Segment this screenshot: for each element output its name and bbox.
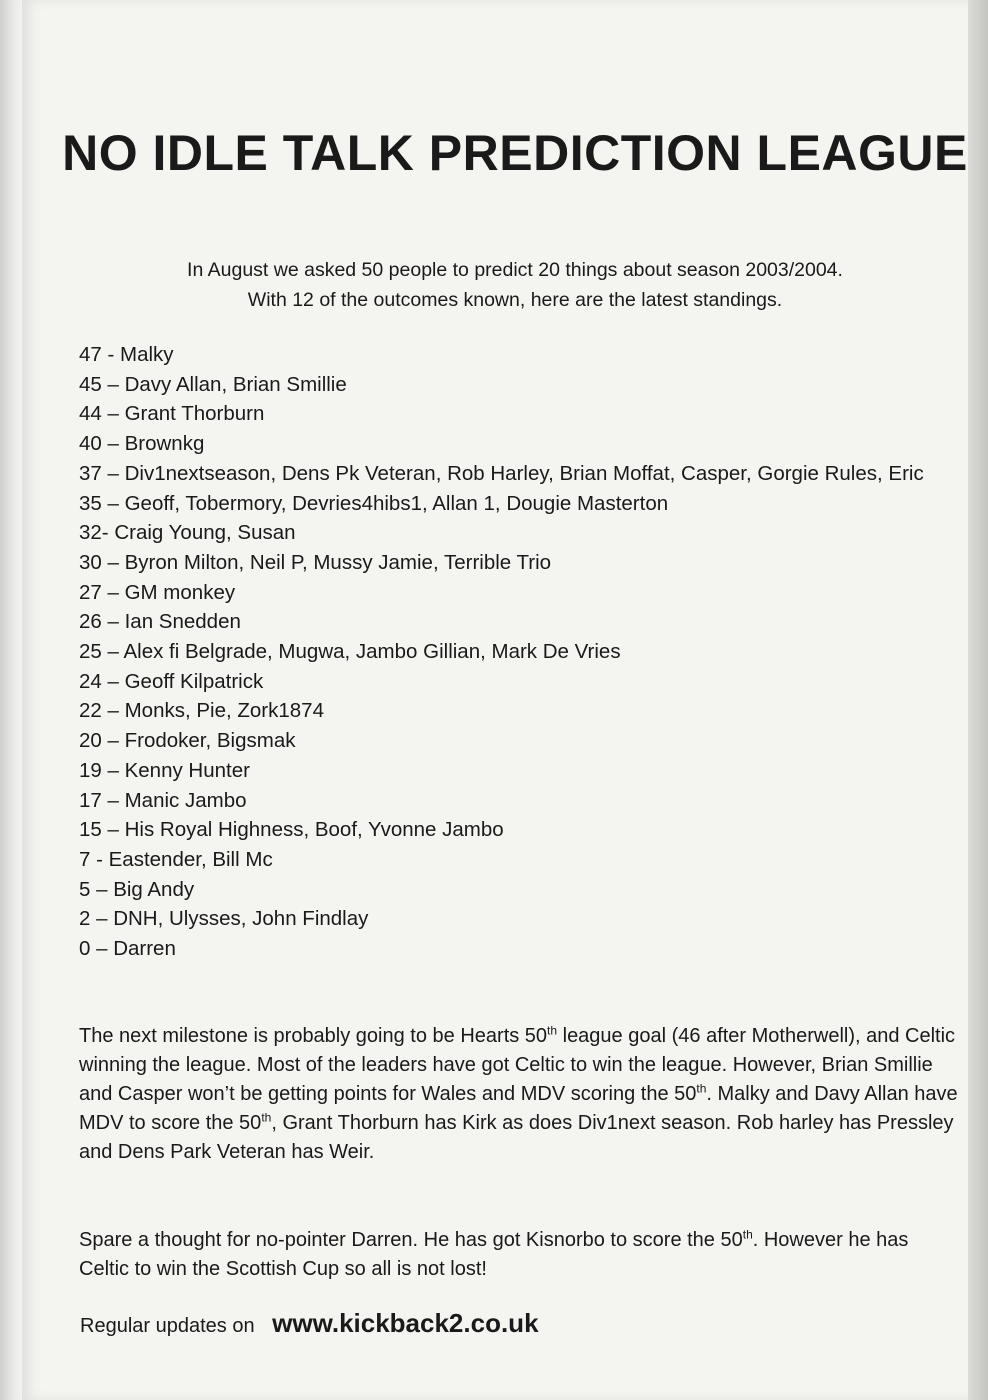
ordinal-suffix: th: [547, 1023, 558, 1038]
ordinal-suffix: th: [742, 1227, 753, 1242]
standings-entry: 40 – Brownkg: [79, 432, 205, 456]
standings-entry: 25 – Alex fi Belgrade, Mugwa, Jambo Gillian, Mark De Vries: [79, 640, 621, 664]
page-title: NO IDLE TALK PREDICTION LEAGUE: [62, 125, 968, 181]
standings-entry: 30 – Byron Milton, Neil P, Mussy Jamie, Terrible Trio: [79, 550, 552, 574]
paragraph-text: . However he has Celtic to win the Scottish Cup so all is not lost!: [79, 1229, 909, 1280]
standings-entry: 45 – Davy Allan, Brian Smillie: [79, 372, 347, 396]
standings-entry: 22 – Monks, Pie, Zork1874: [79, 699, 324, 723]
standings-entry: 5 – Big Andy: [79, 877, 195, 901]
standings-entry: 35 – Geoff, Tobermory, Devries4hibs1, Allan 1, Dougie Masterton: [79, 491, 669, 515]
updates-label: Regular updates on: [80, 1315, 255, 1337]
standings-entry: 32- Craig Young, Susan: [79, 521, 296, 545]
paragraph-text: league goal (46 after Motherwell), and Celtic winning the league. Most of the leaders have got Celtic to win the league. However, Brian Smillie and Casper won’t be getting points for Wales and MDV scoring the 50: [79, 1025, 956, 1105]
binding-edge: [0, 0, 24, 1400]
page-margin-shadow: [968, 0, 988, 1400]
ordinal-suffix: th: [261, 1110, 272, 1125]
standings-entry: 37 – Div1nextseason, Dens Pk Veteran, Rob Harley, Brian Moffat, Casper, Gorgie Rules, Eric: [79, 461, 924, 485]
paragraph-text: The next milestone is probably going to be Hearts 50: [79, 1025, 548, 1047]
standings-entry: 17 – Manic Jambo: [79, 788, 247, 812]
intro-line-1: In August we asked 50 people to predict 20 things about season 2003/2004.: [187, 259, 843, 281]
standings-entry: 26 – Ian Snedden: [79, 610, 241, 634]
standings-entry: 44 – Grant Thorburn: [79, 402, 265, 426]
website-link[interactable]: www.kickback2.co.uk: [272, 1308, 539, 1338]
darren-paragraph: [79, 1226, 959, 1284]
standings-entry: 19 – Kenny Hunter: [79, 758, 250, 782]
paragraph-text: , Grant Thorburn has Kirk as does Div1next season. Rob harley has Pressley and Dens Park Veteran has Weir.: [79, 1112, 954, 1163]
standings-entry: 15 – His Royal Highness, Boof, Yvonne Jambo: [79, 818, 504, 842]
milestone-paragraph: [79, 1022, 959, 1167]
updates-line: [80, 1308, 960, 1339]
paragraph-text: . Malky and Davy Allan have MDV to score the 50: [79, 1083, 958, 1134]
standings-entry: 27 – GM monkey: [79, 580, 236, 604]
standings-entry: 0 – Darren: [79, 937, 176, 961]
standings-entry: 7 - Eastender, Bill Mc: [79, 847, 273, 871]
standings-entry: 2 – DNH, Ulysses, John Findlay: [79, 907, 369, 931]
intro-text: [60, 255, 970, 315]
standings-entry: 47 - Malky: [79, 343, 174, 366]
paragraph-text: Spare a thought for no-pointer Darren. He has got Kisnorbo to score the 50: [79, 1229, 743, 1251]
standings-entry: 20 – Frodoker, Bigsmak: [79, 729, 296, 753]
intro-line-2: With 12 of the outcomes known, here are the latest standings.: [247, 289, 783, 311]
standings-list: [79, 340, 959, 964]
standings-entry: 24 – Geoff Kilpatrick: [79, 669, 264, 693]
ordinal-suffix: th: [696, 1081, 707, 1096]
